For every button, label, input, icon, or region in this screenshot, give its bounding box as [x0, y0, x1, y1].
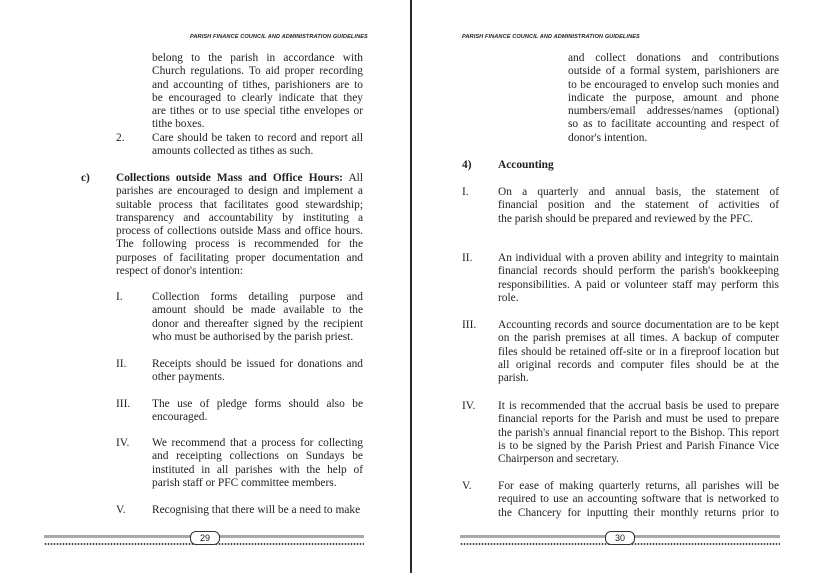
text-line [116, 172, 363, 185]
continued-paragraph [152, 52, 363, 132]
text-line: indicate the purpose, amount and phone [568, 91, 779, 104]
text-line: Recognising that there will be a need to make [152, 504, 361, 516]
section-marker: 4) [462, 159, 472, 171]
right-page [412, 0, 821, 573]
list-marker: IV. [116, 437, 130, 449]
text-line: respect of donor's intention: [116, 265, 244, 278]
list-item-text [498, 319, 779, 385]
text-line: all original records and computer files should be at the [498, 358, 779, 371]
text-line: responsibilities. A paid or volunteer staff may perform this [498, 278, 779, 291]
text-line: role. [498, 291, 519, 304]
list-marker: I. [462, 186, 469, 198]
list-marker: III. [116, 398, 131, 410]
text-line: Chairperson and secretary. [498, 453, 620, 466]
running-header: PARISH FINANCE COUNCIL AND ADMINISTRATION GUIDELINES [190, 34, 368, 40]
list-item-text [152, 358, 363, 385]
text-line: For ease of making quarterly returns, all parishes will be [498, 480, 779, 492]
list-item-text [152, 398, 363, 425]
list-marker: V. [116, 504, 126, 516]
text-line: numbers/email addresses/names (optional) [568, 105, 779, 118]
text-line: outside of a formal system, parishioners are [568, 65, 779, 78]
text-line: On a quarterly and annual basis, the statement of [498, 186, 779, 198]
list-item-text [498, 400, 779, 466]
text-line: parish. [498, 372, 529, 385]
list-marker: 2. [116, 132, 125, 144]
list-item-text [152, 504, 363, 517]
list-marker: II. [116, 358, 127, 370]
text-fragment: All [342, 172, 363, 184]
text-line: and receipting collections on Sundays be [152, 450, 363, 463]
continued-paragraph [568, 52, 779, 145]
list-marker: I. [116, 291, 123, 303]
text-line: financial position and the statement of activities of [498, 199, 779, 212]
text-line: financial reports for the Parish and must be used to prepare [498, 413, 779, 426]
text-line: financial records should perform the parish's bookkeeping [498, 265, 779, 278]
text-line: be encouraged to clearly indicate that they [152, 91, 363, 104]
section-title: Accounting [498, 159, 554, 171]
text-line: Church regulations. To aid proper recording [152, 65, 363, 78]
text-line: the Chancery for inputting their monthly returns prior to [498, 506, 779, 519]
list-item-text [498, 252, 779, 305]
list-item-text [498, 186, 779, 226]
text-line: so as to facilitate accounting and respect of [568, 118, 779, 131]
text-line: encouraged. [152, 411, 208, 424]
list-marker: V. [462, 480, 472, 492]
page-number: 30 [605, 531, 635, 545]
list-marker: III. [462, 319, 477, 331]
text-line: and collect donations and contributions [568, 52, 779, 64]
list-marker: IV. [462, 400, 476, 412]
text-line: It is recommended that the accrual basis be used to prepare [498, 400, 779, 412]
list-item-text [152, 291, 363, 344]
text-line: parish staff or PFC committee members. [152, 476, 337, 489]
text-line: donor's intention. [568, 131, 648, 144]
list-item-text [498, 480, 779, 520]
text-line: required to use an accounting software that is networked to [498, 493, 779, 506]
list-item-text [152, 132, 363, 159]
section-marker: c) [81, 172, 90, 184]
text-line: We recommend that a process for collecting [152, 437, 363, 449]
text-line: the parish should be prepared and reviewed by the PFC. [498, 212, 753, 225]
list-item-text [152, 437, 363, 490]
text-line: suitable process that facilitates good stewardship; [116, 198, 363, 211]
text-line: Collection forms detailing purpose and [152, 291, 363, 303]
left-page [0, 0, 410, 573]
text-line: amount should be made available to the [152, 304, 363, 317]
text-line: is to be signed by the Parish Priest and Parish Finance Vice [498, 439, 779, 452]
list-marker: II. [462, 252, 473, 264]
text-line: who must be authorised by the parish priest. [152, 330, 354, 343]
text-line: An individual with a proven ability and integrity to maintain [498, 252, 779, 264]
text-line: the parish's annual financial report to the Bishop. This report [498, 426, 779, 439]
text-line: instituted in all parishes with the help of [152, 463, 363, 476]
text-line: belong to the parish in accordance with [152, 52, 363, 64]
text-line: donor and thereafter signed by the recipient [152, 317, 363, 330]
text-line: parishes are encouraged to design and implement a [116, 185, 363, 198]
text-line: on the parish premises at all times. A backup of computer [498, 332, 779, 345]
text-line: Receipts should be issued for donations and [152, 358, 363, 370]
section-c-paragraph [116, 172, 363, 278]
text-line: Care should be taken to record and report all [152, 132, 363, 144]
text-line: and accounting of tithes, parishioners are to [152, 78, 363, 91]
text-line: Accounting records and source documentation are to be kept [498, 319, 779, 331]
text-line: other payments. [152, 371, 225, 384]
text-line: The following process is recommended for the [116, 238, 363, 251]
text-line: purposes of facilitating proper documentation and [116, 251, 363, 264]
text-line: amounts collected as tithes as such. [152, 145, 314, 158]
text-line: transparency and accountability by instituting a [116, 211, 363, 224]
running-header: PARISH FINANCE COUNCIL AND ADMINISTRATION GUIDELINES [462, 34, 640, 40]
text-line: tithe boxes. [152, 118, 205, 131]
text-line: are tithes or to use special tithe envelopes or [152, 105, 363, 118]
text-line: files should be retained off-site or in a fireproof location but [498, 345, 779, 358]
text-line: process of collections outside Mass and office hours. [116, 225, 363, 238]
section-title: Collections outside Mass and Office Hours: [116, 172, 343, 184]
page-number: 29 [190, 531, 220, 545]
text-line: to be encouraged to envelop such monies and [568, 78, 779, 91]
text-line: The use of pledge forms should also be [152, 398, 363, 410]
